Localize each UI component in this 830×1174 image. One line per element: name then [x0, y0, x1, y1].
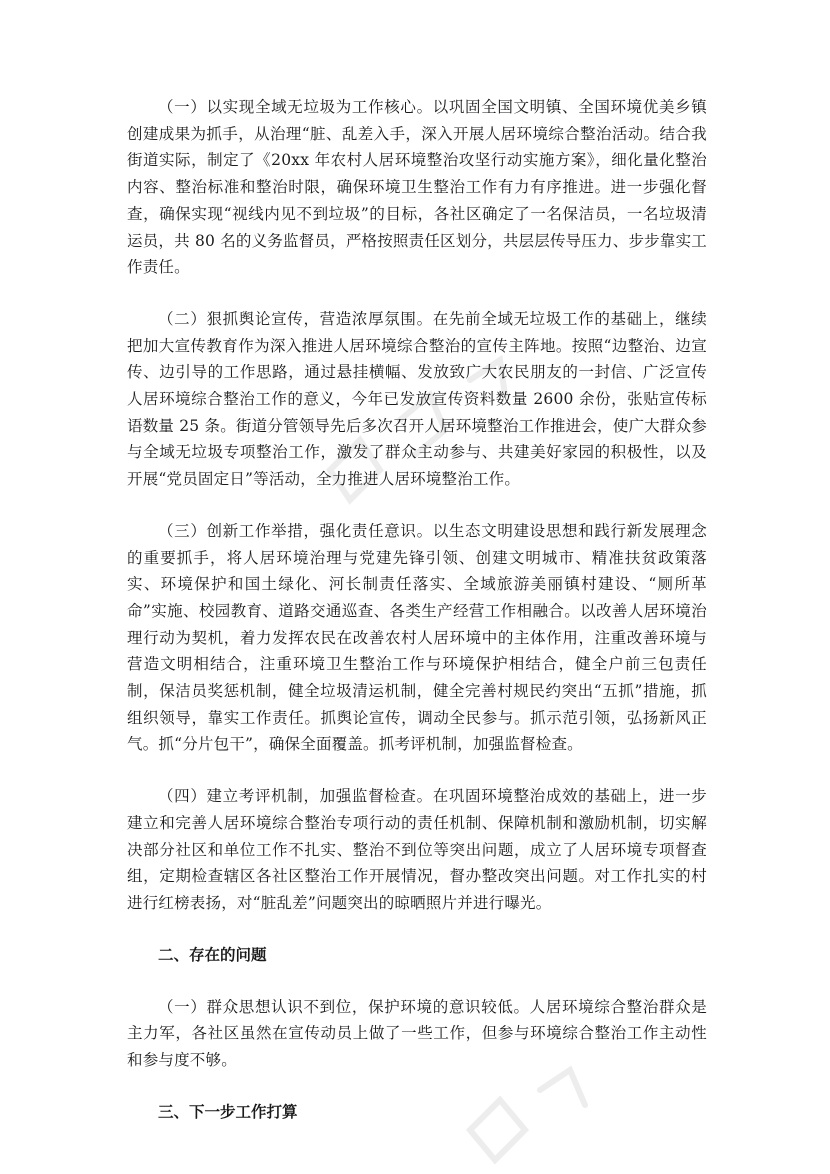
document-body: [127, 94, 707, 1151]
section-heading-problems: 二、存在的问题: [158, 945, 267, 964]
paragraph-1: （一）以实现全域无垃圾为工作核心。以巩固全国文明镇、全国环境优美乡镇创建成果为抓手，从治理“脏、乱差入手，深入开展人居环境综合整治活动。结合我街道实际，制定了《20xx 年农村人居环境整治攻坚行动实施方案》，细化量化整治内容、整治标准和整治时限，确保环境卫生整治工作有力有序推进。进一步强化督查，确保实现“视线内见不到垃圾”的目标，各社区确定了一名保洁员，一名垃圾清运员，共 80 名的义务监督员，严格按照责任区划分，共层层传导压力、步步靠实工作责任。: [127, 98, 707, 277]
paragraph-2: （二）狠抓舆论宣传，营造浓厚氛围。在先前全域无垃圾工作的基础上，继续把加大宣传教育作为深入推进人居环境综合整治的宣传主阵地。按照“边整治、边宣传、边引导的工作思路，通过悬挂横幅、发放致广大农民朋友的一封信、广泛宣传人居环境综合整治工作的意义，今年已发放宣传资料数量 2600 余份，张贴宣传标语数量 25 条。街道分管领导先后多次召开人居环境整治工作推进会，使广大群众参与全域无垃圾专项整治工作，激发了群众主动参与、共建美好家园的积极性，以及开展“党员固定日”等活动，全力推进人居环境整治工作。: [127, 309, 707, 489]
paragraph-4: （四）建立考评机制，加强监督检查。在巩固环境整治成效的基础上，进一步建立和完善人居环境综合整治专项行动的责任机制、保障机制和激励机制，切实解决部分社区和单位工作不扎实、整治不到位等突出问题，成立了人居环境专项督查组，定期检查辖区各社区整治工作开展情况，督办整改突出问题。对工作扎实的村进行红榜表扬，对“脏乱差”问题突出的晾晒照片并进行曝光。: [127, 787, 707, 912]
section-heading-next-steps: 三、下一步工作打算: [158, 1102, 298, 1121]
paragraph-3: （三）创新工作举措，强化责任意识。以生态文明建设思想和践行新发展理念的重要抓手，将人居环境治理与党建先锋引领、创建文明城市、精准扶贫政策落实、环境保护和国土绿化、河长制责任落实、全域旅游美丽镇村建设、“厕所革命”实施、校园教育、道路交通巡查、各类生产经营工作相融合。以改善人居环境治理行动为契机，着力发挥农民在改善农村人居环境中的主体作用，注重改善环境与营造文明相结合，注重环境卫生整治工作与环境保护相结合，健全户前三包责任制，保洁员奖惩机制，健全垃圾清运机制，健全完善村规民约突出“五抓”措施，抓组织领导，靠实工作责任。抓舆论宣传，调动全民参与。抓示范引领，弘扬新风正气。抓“分片包干”，确保全面覆盖。抓考评机制，加强监督检查。: [127, 521, 707, 754]
paragraph-problem: （一）群众思想认识不到位，保护环境的意识较低。人居环境综合整治群众是主力军，各社区虽然在宣传动员上做了一些工作，但参与环境综合整治工作主动性和参与度不够。: [127, 997, 707, 1070]
